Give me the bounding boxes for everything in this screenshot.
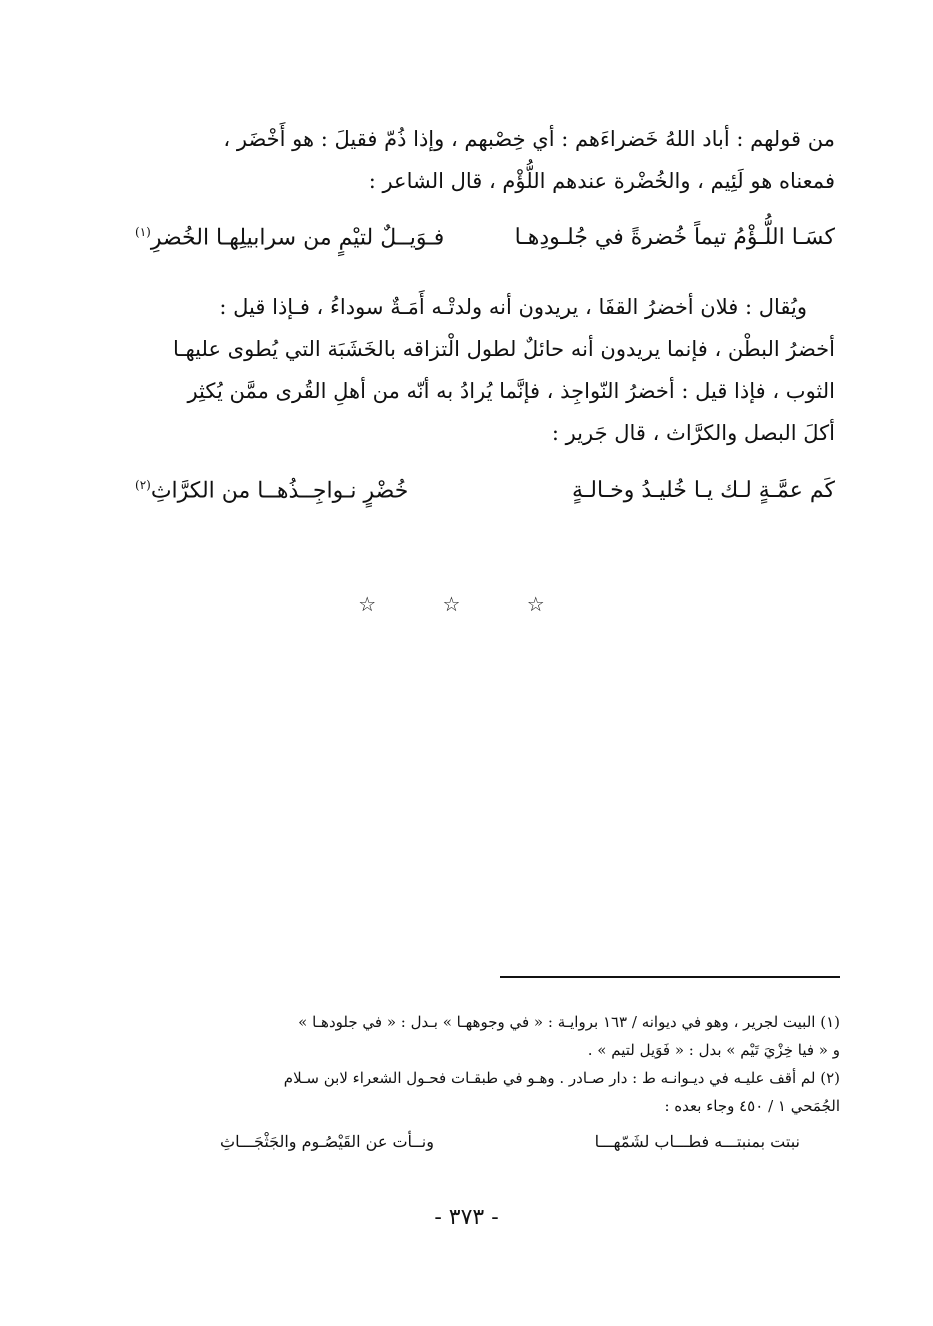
footnote-reference: (٢) xyxy=(135,478,151,492)
footnote-2-verse xyxy=(220,1128,800,1156)
verse-second-hemistich-text: فـوَيــلٌ لتيْمٍ من سرابيلِهـا الخُضرِ xyxy=(150,225,445,251)
poem-verse-2 xyxy=(135,478,835,503)
footnotes xyxy=(150,1008,840,1156)
text-line: أكلَ البصل والكرَّاث ، قال جَرير : xyxy=(551,421,835,445)
footnote-divider xyxy=(500,976,840,978)
section-separator-stars: ☆ ☆ ☆ xyxy=(358,592,575,616)
verse-first-hemistich: كسَـا اللُّـؤْمُ تيماً خُضرةً في جُلـودِهـا xyxy=(514,225,835,251)
footnote-1-line: و « فيا خِزْيَ تَيْم » بدل : « فَوَيل لتيم » . xyxy=(587,1041,840,1059)
verse-second-hemistich-text: خُضْرٍ نـواجِــذُهــا من الكرَّاثِ xyxy=(150,478,409,504)
paragraph-intro xyxy=(135,118,835,202)
text-line: أخضرُ البطْن ، فإنما يريدون أنه حائلٌ لطول الْتزاقه بالخَشَبَة التي يُطوى عليهـا xyxy=(172,337,835,361)
verse-second-hemistich xyxy=(135,478,408,503)
paragraph-explanation xyxy=(135,286,835,454)
text-line: من قولهم : أباد اللهُ خَضراءَهم : أي خِصْبهم ، وإذا ذُمّ فقيلَ : هو أَخْضَر ، xyxy=(223,127,835,151)
verse-second-hemistich xyxy=(135,225,444,250)
text-line: فمعناه هو لَئِيم ، والخُضْرة عندهم اللُّؤْم ، قال الشاعر : xyxy=(368,169,835,193)
text-line: الثوب ، فإذا قيل : أخضرُ النّواجِذ ، فإنَّما يُرادُ به أنّه من أهلِ القُرى ممَّن يُكثِر xyxy=(187,379,835,403)
footnote-reference: (١) xyxy=(135,225,151,239)
verse-first-hemistich: كَم عمَّـةٍ لـك يـا خُليـدُ وخـالـةٍ xyxy=(572,478,835,504)
footnote-2-line: (٢) لم أقف عليـه في ديـوانـه ط : دار صـادر . وهـو في طبقـات فحـول الشعراء لابن سـلام xyxy=(283,1069,840,1087)
page-number: - ٣٧٣ - xyxy=(434,1205,499,1230)
verse-second-hemistich: ونــأت عن القَيْصُـوم والجَثْجَـــاثِ xyxy=(220,1132,434,1151)
footnote-2-line: الجُمَحي ١ / ٤٥٠ وجاء بعده : xyxy=(664,1097,840,1115)
verse-first-hemistich: نبتت بمنبتـــه فطـــاب لشَمّهـــا xyxy=(594,1132,800,1151)
poem-verse-1 xyxy=(135,225,835,250)
footnote-1-line: (١) البيت لجرير ، وهو في ديوانه / ١٦٣ بروايـة : « في وجوههـا » بـدل : « في جلودهـا » xyxy=(298,1013,840,1031)
text-line: ويُقال : فلان أخضرُ القفَا ، يريدون أنه ولدتْـه أَمَـةٌ سوداءُ ، فـإذا قيل : xyxy=(219,295,807,319)
